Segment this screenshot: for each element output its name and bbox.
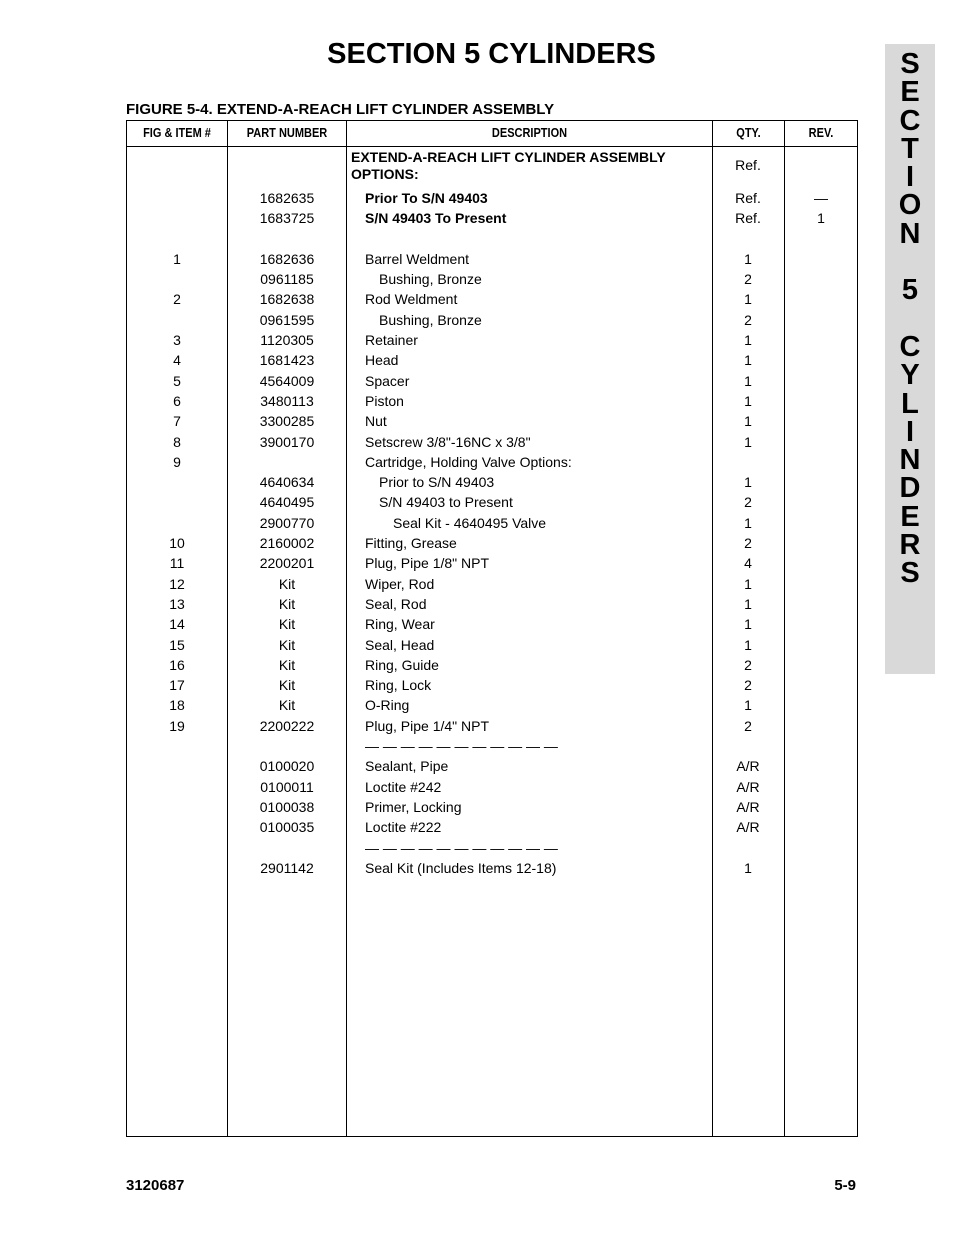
figure-title: FIGURE 5-4. EXTEND-A-REACH LIFT CYLINDER ASSEMBLY (126, 101, 555, 118)
part-number: 2200222 (259, 717, 315, 734)
table-row (127, 716, 857, 736)
section-side-tab (885, 44, 935, 674)
quantity: A/R (736, 819, 760, 836)
part-number: 4564009 (259, 372, 315, 389)
table-row (127, 756, 857, 776)
part-number: 4640634 (259, 474, 315, 491)
table-row (127, 655, 857, 675)
table-row (127, 452, 857, 472)
table-row (127, 635, 857, 655)
quantity: 1 (744, 332, 752, 349)
description: Prior to S/N 49403 (379, 474, 495, 491)
quantity: 2 (744, 656, 752, 673)
part-number: 2900770 (259, 514, 315, 531)
item-number: 6 (173, 392, 181, 409)
quantity: Ref. (735, 190, 761, 206)
quantity: 1 (744, 433, 752, 450)
quantity: 2 (744, 271, 752, 288)
table-row (127, 411, 857, 431)
description: Prior To S/N 49403 (365, 190, 488, 206)
table-row (127, 838, 857, 858)
description: Seal Kit (Includes Items 12-18) (365, 859, 557, 876)
quantity: 1 (744, 697, 752, 714)
item-number: 4 (173, 352, 181, 369)
side-tab-letter: 5 (901, 274, 919, 307)
page-number: 5-9 (834, 1177, 856, 1194)
description: Seal, Rod (365, 595, 427, 612)
table-row (127, 269, 857, 289)
side-tab-letter (885, 248, 935, 276)
part-number: 3480113 (260, 392, 314, 409)
side-tab-letters (885, 50, 935, 588)
description: Seal, Head (365, 636, 435, 653)
part-number: Kit (278, 595, 296, 612)
item-number: 3 (173, 332, 181, 349)
item-number: 13 (169, 595, 185, 612)
item-number: 10 (169, 535, 185, 552)
description: Head (365, 352, 399, 369)
item-number: 8 (173, 433, 181, 450)
side-tab-letter: I (905, 415, 915, 448)
part-number: Kit (278, 697, 296, 714)
side-tab-letter: L (901, 387, 919, 420)
table-row (127, 208, 857, 228)
table-row (127, 777, 857, 797)
part-number: 2901142 (260, 859, 314, 876)
table-row (127, 188, 857, 208)
table-row (127, 371, 857, 391)
quantity: 1 (744, 352, 752, 369)
table-row (127, 675, 857, 695)
table-row (127, 310, 857, 330)
table-row (127, 249, 857, 269)
item-number: 1 (173, 250, 181, 267)
table-row (127, 472, 857, 492)
side-tab-letter: Y (900, 359, 920, 392)
quantity: 2 (744, 677, 752, 694)
table-row (127, 492, 857, 512)
side-tab-letter: C (899, 104, 921, 137)
quantity: 1 (744, 636, 752, 653)
side-tab-letter: N (899, 217, 921, 250)
quantity: A/R (736, 758, 760, 775)
quantity: 1 (744, 392, 752, 409)
part-number: Kit (278, 677, 296, 694)
part-number: 0961185 (260, 271, 314, 288)
side-tab-letter: S (900, 557, 920, 590)
page-title: SECTION 5 CYLINDERS (327, 38, 656, 70)
description: O-Ring (365, 697, 410, 714)
revision: — (814, 190, 828, 206)
side-tab-letter: O (898, 189, 922, 222)
item-number: 16 (169, 656, 185, 673)
quantity: 1 (744, 291, 752, 308)
part-number: Kit (278, 616, 296, 633)
description: Cartridge, Holding Valve Options: (365, 453, 572, 470)
column-header-part: PART NUMBER (246, 126, 328, 140)
description: Bushing, Bronze (379, 311, 482, 328)
quantity: Ref. (735, 157, 761, 173)
part-number: 0961595 (259, 311, 315, 328)
column-header-qty: QTY. (736, 126, 761, 140)
side-tab-letter: T (901, 132, 919, 165)
table-row (127, 513, 857, 533)
quantity: 1 (744, 616, 752, 633)
item-number: 2 (173, 291, 181, 308)
parts-table (126, 120, 858, 1137)
description: Plug, Pipe 1/4" NPT (365, 717, 490, 734)
description: Ring, Wear (365, 616, 435, 633)
description: Fitting, Grease (365, 535, 457, 552)
item-number: 7 (173, 413, 181, 430)
table-row (127, 594, 857, 614)
description: Plug, Pipe 1/8" NPT (365, 555, 490, 572)
table-row (127, 695, 857, 715)
description: Bushing, Bronze (379, 271, 482, 288)
table-row (127, 391, 857, 411)
part-number: 0100038 (259, 798, 315, 815)
part-number: 1682635 (259, 190, 315, 206)
table-row (127, 432, 857, 452)
quantity: 2 (744, 535, 752, 552)
part-number: 3300285 (259, 413, 315, 430)
quantity: 1 (744, 413, 752, 430)
item-number: 12 (169, 575, 185, 592)
description: S/N 49403 To Present (365, 210, 507, 227)
side-tab-letter: I (905, 161, 915, 194)
description: Barrel Weldment (365, 250, 470, 267)
description: Setscrew 3/8"-16NC x 3/8" (365, 433, 531, 450)
side-tab-letter: S (900, 48, 920, 80)
part-number: 0100011 (260, 778, 314, 795)
description: Sealant, Pipe (365, 758, 449, 775)
table-row (127, 533, 857, 553)
quantity: 1 (744, 859, 752, 876)
part-number: 0100035 (259, 819, 315, 836)
part-number: 2200201 (259, 555, 315, 572)
description: Wiper, Rod (365, 575, 435, 592)
quantity: 4 (744, 555, 752, 572)
item-number: 18 (169, 697, 185, 714)
description: Ring, Guide (365, 656, 439, 673)
table-row (127, 614, 857, 634)
header-divider (127, 146, 857, 147)
description: Primer, Locking (365, 798, 462, 815)
table-row (127, 148, 857, 188)
description: Piston (365, 392, 404, 409)
quantity: 2 (744, 494, 752, 511)
table-row (127, 797, 857, 817)
description: Loctite #242 (365, 778, 442, 795)
item-number: 11 (169, 555, 185, 572)
part-number: 4640495 (259, 494, 315, 511)
description: Retainer (365, 332, 418, 349)
quantity: A/R (736, 798, 760, 815)
quantity: A/R (736, 778, 760, 795)
quantity: 2 (744, 717, 752, 734)
table-row (127, 736, 857, 756)
table-body (127, 148, 857, 878)
description: Rod Weldment (365, 291, 458, 308)
item-number: 14 (169, 616, 185, 633)
table-row (127, 350, 857, 370)
part-number: 1683725 (259, 210, 315, 227)
column-header-description: DESCRIPTION (491, 126, 568, 140)
description: — — — — — — — — — — — (365, 738, 558, 755)
description: — — — — — — — — — — — (365, 839, 558, 856)
table-row (127, 817, 857, 837)
description: Ring, Lock (365, 677, 432, 694)
side-tab-letter: E (900, 500, 920, 533)
description: Seal Kit - 4640495 Valve (393, 514, 547, 531)
part-number: 3900170 (259, 433, 315, 450)
table-row (127, 330, 857, 350)
part-number: 2160002 (259, 535, 315, 552)
quantity: 1 (744, 372, 752, 389)
item-number: 19 (169, 717, 185, 734)
quantity: 2 (744, 311, 752, 328)
part-number: Kit (278, 636, 296, 653)
part-number: Kit (278, 656, 296, 673)
description: EXTEND-A-REACH LIFT CYLINDER ASSEMBLY OPTIONS: (351, 149, 666, 182)
doc-number: 3120687 (126, 1177, 185, 1194)
description: Loctite #222 (365, 819, 442, 836)
quantity: 1 (744, 250, 752, 267)
description: Spacer (365, 372, 410, 389)
description: S/N 49403 to Present (379, 494, 513, 511)
part-number: 1682636 (259, 250, 315, 267)
table-row (127, 553, 857, 573)
quantity: Ref. (735, 210, 761, 227)
part-number: 1120305 (260, 332, 314, 349)
revision: 1 (817, 210, 825, 227)
table-row (127, 229, 857, 249)
quantity: 1 (744, 595, 752, 612)
table-row (127, 858, 857, 878)
side-tab-letter: N (899, 444, 921, 477)
side-tab-letter (885, 305, 935, 333)
description: Nut (365, 413, 387, 430)
item-number: 17 (169, 677, 185, 694)
side-tab-letter: E (900, 76, 920, 109)
item-number: 5 (173, 372, 181, 389)
item-number: 15 (169, 636, 185, 653)
column-header-item: FIG & ITEM # (143, 126, 211, 140)
table-row (127, 289, 857, 309)
table-row (127, 574, 857, 594)
side-tab-letter: R (899, 529, 921, 562)
quantity: 1 (744, 474, 752, 491)
side-tab-letter: C (899, 330, 921, 363)
quantity: 1 (744, 575, 752, 592)
part-number: Kit (278, 575, 296, 592)
quantity: 1 (744, 514, 752, 531)
part-number: 0100020 (259, 758, 315, 775)
side-tab-letter: D (899, 472, 921, 505)
item-number: 9 (173, 453, 181, 470)
column-header-rev: REV. (808, 126, 834, 140)
part-number: 1681423 (259, 352, 315, 369)
part-number: 1682638 (259, 291, 315, 308)
